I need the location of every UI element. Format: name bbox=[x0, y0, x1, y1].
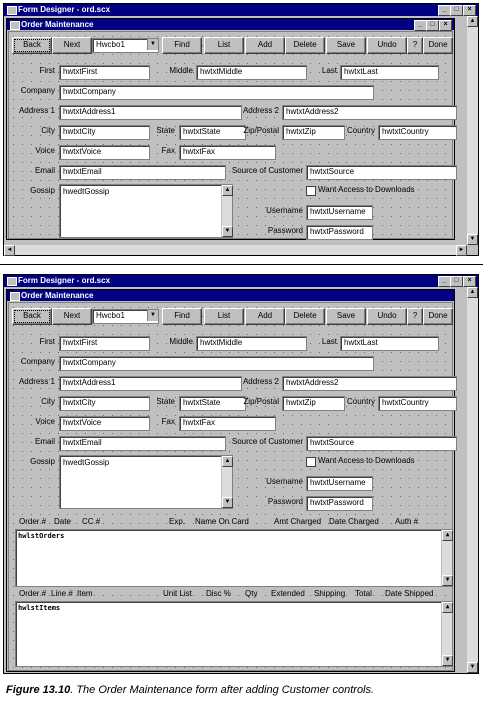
next-button[interactable]: Next bbox=[52, 308, 92, 325]
orders-scrollbar[interactable] bbox=[441, 530, 452, 586]
scroll-down-arrow-icon[interactable]: ▼ bbox=[442, 655, 453, 666]
done-button[interactable]: Done bbox=[423, 308, 453, 325]
username-label: Username bbox=[266, 206, 303, 215]
scroll-up-arrow-icon[interactable]: ▲ bbox=[222, 456, 233, 467]
company-label: Company bbox=[20, 357, 55, 366]
form-icon bbox=[10, 21, 20, 30]
city-field[interactable]: hwtxtCity bbox=[59, 125, 150, 140]
password-field[interactable]: hwtxtPassword bbox=[306, 496, 373, 511]
delete-button[interactable]: Delete bbox=[285, 308, 325, 325]
items-listbox[interactable] bbox=[15, 601, 453, 667]
username-field[interactable]: hwtxtUsername bbox=[306, 476, 373, 491]
fax-label: Fax bbox=[161, 146, 175, 155]
orders-header-cc: CC # bbox=[82, 517, 101, 526]
help-button[interactable]: ? bbox=[407, 37, 423, 54]
source-field[interactable]: hwtxtSource bbox=[306, 436, 457, 451]
address1-label: Address 1 bbox=[18, 106, 55, 115]
address2-label: Address 2 bbox=[242, 377, 279, 386]
form-title: Order Maintenance bbox=[21, 291, 94, 300]
state-label: State bbox=[156, 397, 175, 406]
address2-field[interactable]: hwtxtAddress2 bbox=[282, 376, 457, 391]
find-button[interactable]: Find bbox=[162, 308, 202, 325]
dropdown-arrow-icon[interactable]: ▼ bbox=[147, 39, 158, 50]
orders-header-date: Date bbox=[54, 517, 71, 526]
help-button[interactable]: ? bbox=[407, 308, 423, 325]
gossip-label: Gossip bbox=[30, 457, 55, 466]
email-field[interactable]: hwtxtEmail bbox=[59, 436, 226, 451]
orders-listbox[interactable] bbox=[15, 529, 453, 587]
zip-label: Zip/Postal bbox=[243, 397, 279, 406]
top-outer-titlebar bbox=[4, 4, 478, 16]
scroll-down-arrow-icon[interactable]: ▼ bbox=[442, 575, 453, 586]
state-label: State bbox=[156, 126, 175, 135]
last-label: Last bbox=[321, 66, 337, 75]
company-field[interactable]: hwtxtCompany bbox=[59, 356, 374, 371]
close-icon[interactable]: × bbox=[463, 5, 476, 16]
middle-field[interactable]: hwtxtMiddle bbox=[196, 65, 307, 80]
close-icon[interactable]: × bbox=[439, 20, 452, 31]
scroll-right-arrow-icon[interactable]: ► bbox=[456, 245, 467, 256]
address1-field[interactable]: hwtxtAddress1 bbox=[59, 376, 242, 391]
first-label: First bbox=[39, 337, 55, 346]
top-form-titlebar bbox=[7, 19, 454, 30]
form-designer-icon bbox=[7, 6, 17, 15]
orders-header-datecharged: Date Charged bbox=[329, 517, 379, 526]
city-field[interactable]: hwtxtCity bbox=[59, 396, 150, 411]
voice-label: Voice bbox=[35, 146, 55, 155]
last-field[interactable]: hwtxtLast bbox=[340, 336, 439, 351]
undo-button[interactable]: Undo bbox=[367, 308, 407, 325]
find-button[interactable]: Find bbox=[162, 37, 202, 54]
address1-field[interactable]: hwtxtAddress1 bbox=[59, 105, 242, 120]
items-header-dateshipped: Date Shipped bbox=[385, 589, 434, 598]
city-label: City bbox=[41, 126, 55, 135]
hwcbo1-combo[interactable] bbox=[92, 38, 159, 53]
orders-header-order: Order # bbox=[19, 517, 47, 526]
orders-listbox-name: hwlstOrders bbox=[18, 532, 65, 540]
items-header-disc: Disc % bbox=[206, 589, 231, 598]
first-label: First bbox=[39, 66, 55, 75]
items-header-unitlist: Unit List bbox=[163, 589, 192, 598]
bottom-outer-vscroll[interactable] bbox=[467, 287, 478, 673]
email-label: Email bbox=[34, 437, 55, 446]
add-button[interactable]: Add bbox=[245, 37, 285, 54]
email-field[interactable]: hwtxtEmail bbox=[59, 165, 226, 180]
scroll-up-arrow-icon[interactable]: ▲ bbox=[467, 16, 478, 27]
first-field[interactable]: hwtxtFirst bbox=[59, 65, 150, 80]
top-outer-hscroll[interactable] bbox=[4, 244, 467, 255]
top-outer-vscroll[interactable] bbox=[467, 16, 478, 245]
bottom-outer-titlebar bbox=[4, 275, 478, 287]
top-designer-window bbox=[3, 3, 479, 256]
scroll-up-arrow-icon[interactable]: ▲ bbox=[442, 602, 453, 613]
items-header-line: Line # bbox=[51, 589, 73, 598]
middle-label: Middle bbox=[169, 66, 193, 75]
figure-caption bbox=[6, 684, 374, 696]
scroll-down-arrow-icon[interactable]: ▼ bbox=[467, 662, 478, 673]
form-title: Order Maintenance bbox=[21, 20, 94, 29]
fax-field[interactable]: hwtxtFax bbox=[179, 145, 276, 160]
bottom-form-window bbox=[6, 289, 455, 672]
back-button[interactable]: Back bbox=[12, 308, 52, 325]
downloads-checkbox[interactable] bbox=[306, 457, 316, 467]
fax-field[interactable]: hwtxtFax bbox=[179, 416, 276, 431]
gossip-value: hwedtGossip bbox=[63, 187, 110, 196]
middle-field[interactable]: hwtxtMiddle bbox=[196, 336, 307, 351]
downloads-label: Want Access to Downloads bbox=[318, 456, 415, 465]
gossip-label: Gossip bbox=[30, 186, 55, 195]
state-field[interactable]: hwtxtState bbox=[179, 396, 246, 411]
undo-button[interactable]: Undo bbox=[367, 37, 407, 54]
gossip-value: hwedtGossip bbox=[63, 458, 110, 467]
delete-button[interactable]: Delete bbox=[285, 37, 325, 54]
orders-header-auth: Auth # bbox=[395, 517, 419, 526]
dropdown-arrow-icon[interactable]: ▼ bbox=[147, 310, 158, 321]
maximize-icon[interactable]: □ bbox=[450, 5, 463, 16]
last-field[interactable]: hwtxtLast bbox=[340, 65, 439, 80]
country-label: Country bbox=[346, 126, 375, 135]
scroll-down-arrow-icon[interactable]: ▼ bbox=[222, 226, 233, 237]
minimize-icon[interactable]: _ bbox=[438, 276, 451, 287]
company-label: Company bbox=[20, 86, 55, 95]
orders-header-exp: Exp. bbox=[169, 517, 186, 526]
gossip-scrollbar[interactable] bbox=[221, 185, 232, 237]
middle-label: Middle bbox=[169, 337, 193, 346]
list-button[interactable]: List bbox=[204, 37, 244, 54]
company-field[interactable]: hwtxtCompany bbox=[59, 85, 374, 100]
gossip-editbox[interactable] bbox=[59, 455, 233, 509]
zip-field[interactable]: hwtxtZip bbox=[282, 396, 345, 411]
scroll-down-arrow-icon[interactable]: ▼ bbox=[222, 497, 233, 508]
outer-title: Form Designer - ord.scx bbox=[18, 5, 111, 14]
country-label: Country bbox=[346, 397, 375, 406]
hwcbo1-combo[interactable] bbox=[92, 309, 159, 324]
items-header-extended: Extended bbox=[271, 589, 305, 598]
bottom-form-titlebar bbox=[7, 290, 454, 301]
password-field[interactable]: hwtxtPassword bbox=[306, 225, 373, 240]
username-field[interactable]: hwtxtUsername bbox=[306, 205, 373, 220]
bottom-designer-window bbox=[3, 274, 479, 674]
orders-header-amt: Amt Charged bbox=[274, 517, 322, 526]
scroll-up-arrow-icon[interactable]: ▲ bbox=[442, 530, 453, 541]
items-header-order: Order # bbox=[19, 589, 47, 598]
password-label: Password bbox=[267, 226, 303, 235]
form-icon bbox=[10, 292, 20, 301]
maximize-icon[interactable]: □ bbox=[450, 276, 463, 287]
scroll-left-arrow-icon[interactable]: ◄ bbox=[4, 245, 15, 256]
close-icon[interactable]: × bbox=[463, 276, 476, 287]
list-button[interactable]: List bbox=[204, 308, 244, 325]
form-designer-icon bbox=[7, 277, 17, 286]
orders-header-name: Name On Card bbox=[195, 517, 249, 526]
address2-field[interactable]: hwtxtAddress2 bbox=[282, 105, 457, 120]
add-button[interactable]: Add bbox=[245, 308, 285, 325]
save-button[interactable]: Save bbox=[326, 37, 366, 54]
password-label: Password bbox=[267, 497, 303, 506]
scroll-up-arrow-icon[interactable]: ▲ bbox=[467, 287, 478, 298]
voice-label: Voice bbox=[35, 417, 55, 426]
city-label: City bbox=[41, 397, 55, 406]
top-form-canvas bbox=[8, 31, 453, 239]
source-label: Source of Customer bbox=[231, 166, 303, 175]
source-label: Source of Customer bbox=[231, 437, 303, 446]
username-label: Username bbox=[266, 477, 303, 486]
bottom-form-canvas bbox=[8, 302, 453, 671]
zip-label: Zip/Postal bbox=[243, 126, 279, 135]
country-field[interactable]: hwtxtCountry bbox=[378, 396, 457, 411]
voice-field[interactable]: hwtxtVoice bbox=[59, 145, 150, 160]
gossip-scrollbar[interactable] bbox=[221, 456, 232, 508]
minimize-icon[interactable]: _ bbox=[414, 20, 427, 31]
maximize-icon[interactable]: □ bbox=[426, 20, 439, 31]
first-field[interactable]: hwtxtFirst bbox=[59, 336, 150, 351]
caption-text: . The Order Maintenance form after adding Customer controls. bbox=[70, 684, 375, 696]
combo-value: Hwcbo1 bbox=[96, 40, 125, 49]
items-header-qty: Qty bbox=[245, 589, 258, 598]
caption-figure-number: Figure 13.10 bbox=[6, 684, 71, 696]
screenshot-separator bbox=[0, 264, 483, 265]
state-field[interactable]: hwtxtState bbox=[179, 125, 246, 140]
downloads-checkbox[interactable] bbox=[306, 186, 316, 196]
minimize-icon[interactable]: _ bbox=[438, 5, 451, 16]
fax-label: Fax bbox=[161, 417, 175, 426]
back-button[interactable]: Back bbox=[12, 37, 52, 54]
top-form-window bbox=[6, 18, 455, 240]
voice-field[interactable]: hwtxtVoice bbox=[59, 416, 150, 431]
zip-field[interactable]: hwtxtZip bbox=[282, 125, 345, 140]
done-button[interactable]: Done bbox=[423, 37, 453, 54]
items-header-shipping: Shipping bbox=[314, 589, 346, 598]
email-label: Email bbox=[34, 166, 55, 175]
save-button[interactable]: Save bbox=[326, 308, 366, 325]
items-header-item: Item bbox=[77, 589, 93, 598]
address1-label: Address 1 bbox=[18, 377, 55, 386]
next-button[interactable]: Next bbox=[52, 37, 92, 54]
country-field[interactable]: hwtxtCountry bbox=[378, 125, 457, 140]
address2-label: Address 2 bbox=[242, 106, 279, 115]
scroll-up-arrow-icon[interactable]: ▲ bbox=[222, 185, 233, 196]
items-header-total: Total bbox=[355, 589, 372, 598]
source-field[interactable]: hwtxtSource bbox=[306, 165, 457, 180]
last-label: Last bbox=[321, 337, 337, 346]
items-listbox-name: hwlstItems bbox=[18, 604, 61, 612]
scroll-down-arrow-icon[interactable]: ▼ bbox=[467, 234, 478, 245]
downloads-label: Want Access to Downloads bbox=[318, 185, 415, 194]
gossip-editbox[interactable] bbox=[59, 184, 233, 238]
items-scrollbar[interactable] bbox=[441, 602, 452, 666]
outer-title: Form Designer - ord.scx bbox=[18, 276, 111, 285]
combo-value: Hwcbo1 bbox=[96, 311, 125, 320]
